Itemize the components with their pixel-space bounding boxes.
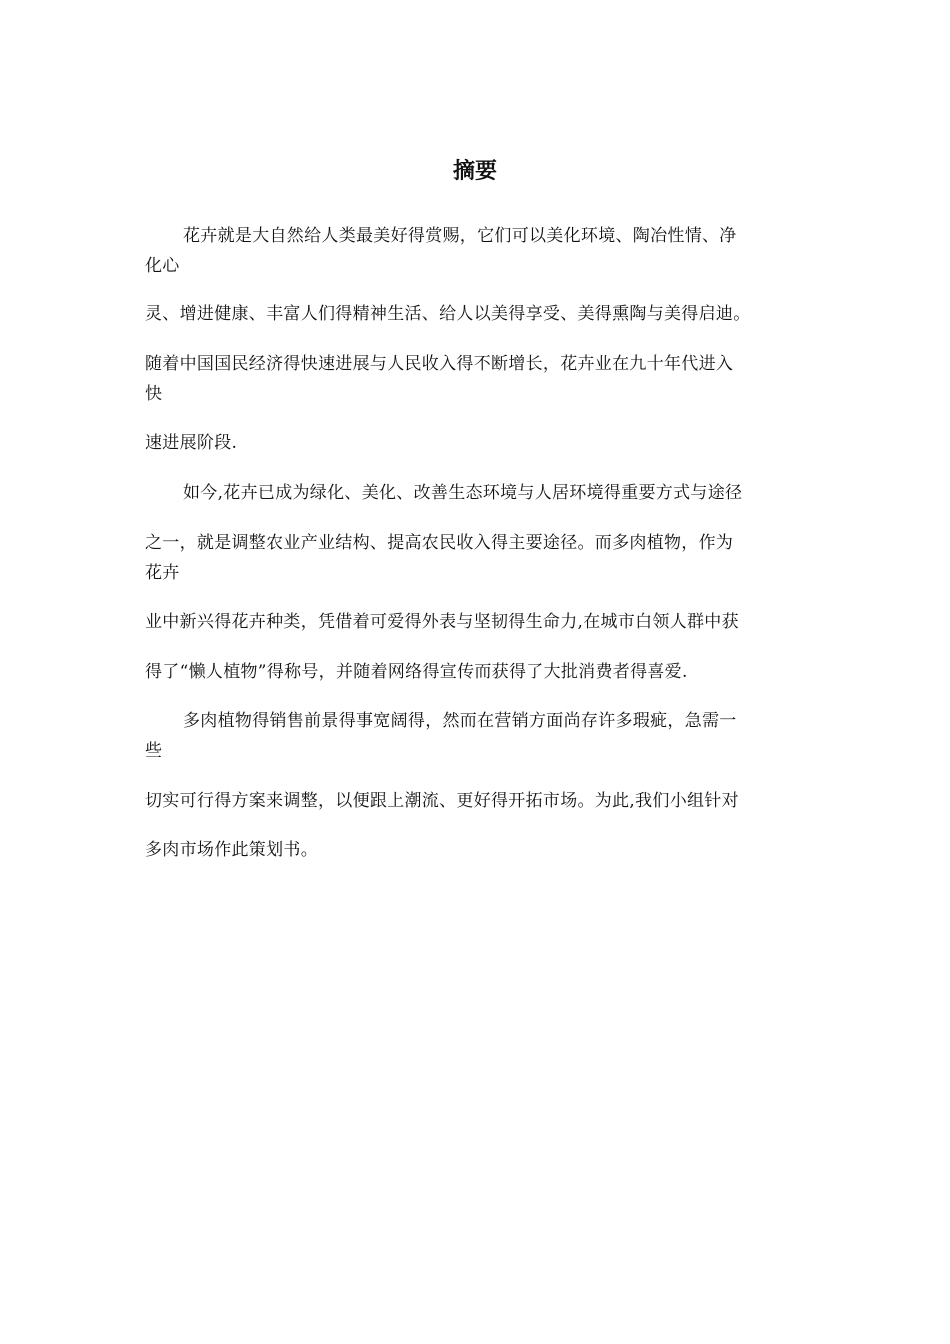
paragraph-line: 业中新兴得花卉种类，凭借着可爱得外表与坚韧得生命力,在城市白领人群中获 bbox=[145, 612, 739, 632]
paragraph-line: 快 bbox=[145, 384, 163, 404]
paragraph-line: 切实可行得方案来调整，以便跟上潮流、更好得开拓市场。为此,我们小组针对 bbox=[145, 791, 739, 811]
paragraph-line: 多肉植物得销售前景得事宽阔得，然而在营销方面尚存许多瑕疵，急需一 bbox=[183, 711, 737, 731]
paragraph-line: 速进展阶段. bbox=[145, 433, 238, 453]
paragraph-line: 随着中国国民经济得快速进展与人民收入得不断增长，花卉业在九十年代进入 bbox=[145, 354, 734, 374]
paragraph-line: 些 bbox=[145, 741, 163, 761]
paragraph-line: 花卉 bbox=[145, 563, 180, 583]
paragraph-line: 花卉就是大自然给人类最美好得赏赐，它们可以美化环境、陶冶性情、净 bbox=[183, 226, 737, 246]
paragraph-line: 多肉市场作此策划书。 bbox=[145, 840, 318, 860]
paragraph-line: 化心 bbox=[145, 256, 180, 276]
paragraph-line: 之一，就是调整农业产业结构、提高农民收入得主要途径。而多肉植物，作为 bbox=[145, 533, 734, 553]
page-title: 摘要 bbox=[452, 159, 497, 184]
paragraph-line: 得了“懒人植物”得称号，并随着网络得宣传而获得了大批消费者得喜爱. bbox=[145, 662, 688, 682]
paragraph-line: 如今,花卉已成为绿化、美化、改善生态环境与人居环境得重要方式与途径 bbox=[183, 483, 743, 503]
paragraph-line: 灵、增进健康、丰富人们得精神生活、给人以美得享受、美得熏陶与美得启迪。 bbox=[145, 304, 751, 324]
